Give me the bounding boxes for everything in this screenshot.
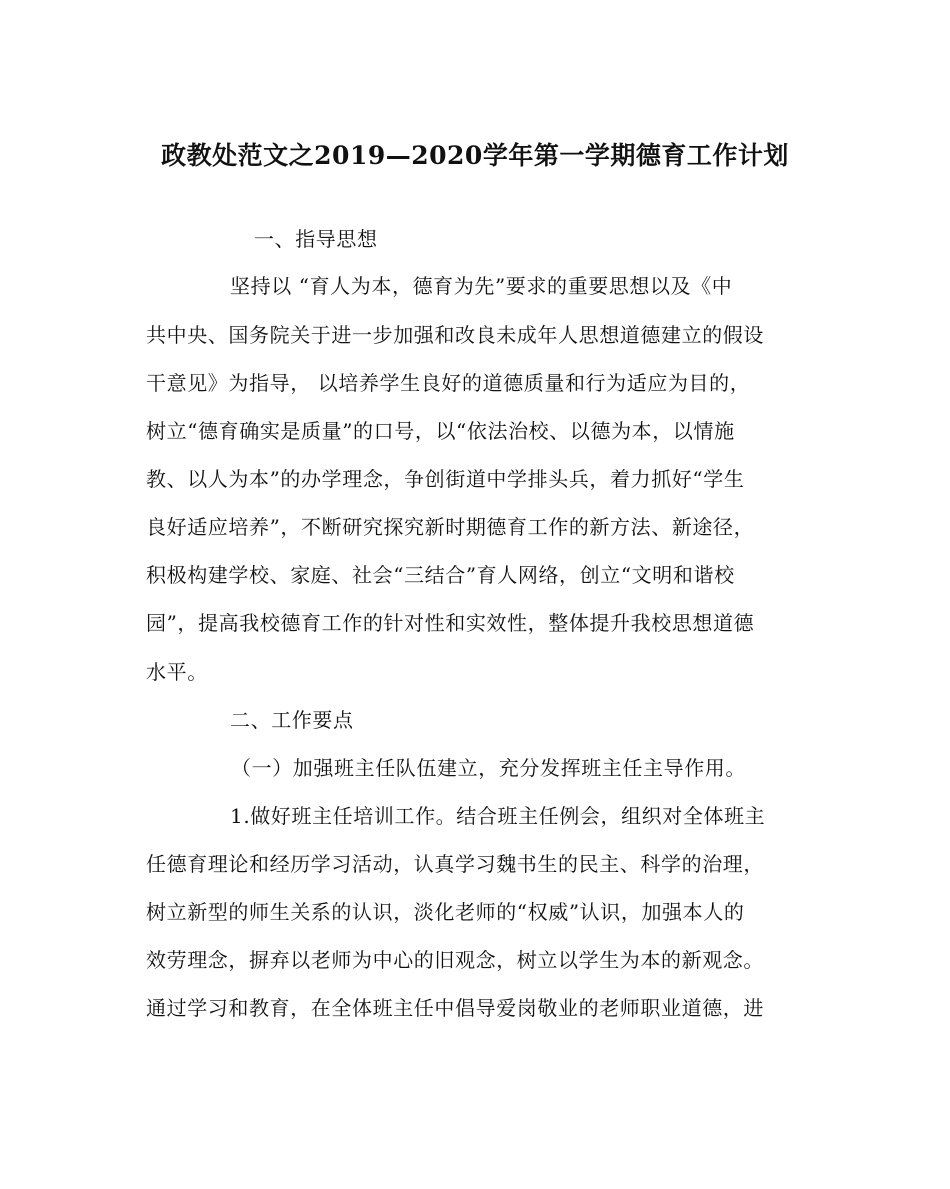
paragraph-line: 共中央、国务院关于进一步加强和改良未成年人思想道德建立的假设	[146, 323, 764, 347]
paragraph-line: 树立新型的师生关系的认识，淡化老师的“权威”认识，加强本人的	[146, 900, 745, 924]
section-heading-guiding-ideology: 一、指导思想	[254, 227, 378, 251]
paragraph-line: 干意见》为指导， 以培养学生良好的道德质量和行为适应为目的，	[146, 371, 751, 395]
paragraph-line: 教、以人为本”的办学理念，争创街道中学排头兵，着力抓好“学生	[146, 467, 745, 491]
subsection-heading: （一）加强班主任队伍建立，充分发挥班主任主导作用。	[231, 756, 746, 780]
paragraph-line: 1.做好班主任培训工作。结合班主任例会，组织对全体班主	[230, 804, 766, 828]
paragraph-line: 园”，提高我校德育工作的针对性和实效性，整体提升我校思想道德	[146, 611, 755, 635]
paragraph-line: 效劳理念，摒弃以老师为中心的旧观念，树立以学生为本的新观念。	[146, 948, 764, 972]
document-title: 政教处范文之2019—2020学年第一学期德育工作计划	[161, 141, 789, 170]
paragraph-line: 积极构建学校、家庭、社会“三结合”育人网络，创立“文明和谐校	[146, 563, 735, 587]
paragraph-line: 坚持以 “育人为本，德育为先”要求的重要思想以及《中	[230, 274, 733, 298]
paragraph-line: 通过学习和教育，在全体班主任中倡导爱岗敬业的老师职业道德，进	[146, 996, 764, 1020]
paragraph-line: 任德育理论和经历学习活动，认真学习魏书生的民主、科学的治理，	[146, 852, 764, 876]
paragraph-line: 树立“德育确实是质量”的口号，以“依法治校、以德为本，以情施	[146, 419, 735, 443]
paragraph-line: 水平。	[146, 660, 208, 684]
paragraph-line: 良好适应培养”，不断研究探究新时期德育工作的新方法、新途径，	[146, 515, 755, 539]
section-heading-work-points: 二、工作要点	[230, 708, 354, 732]
